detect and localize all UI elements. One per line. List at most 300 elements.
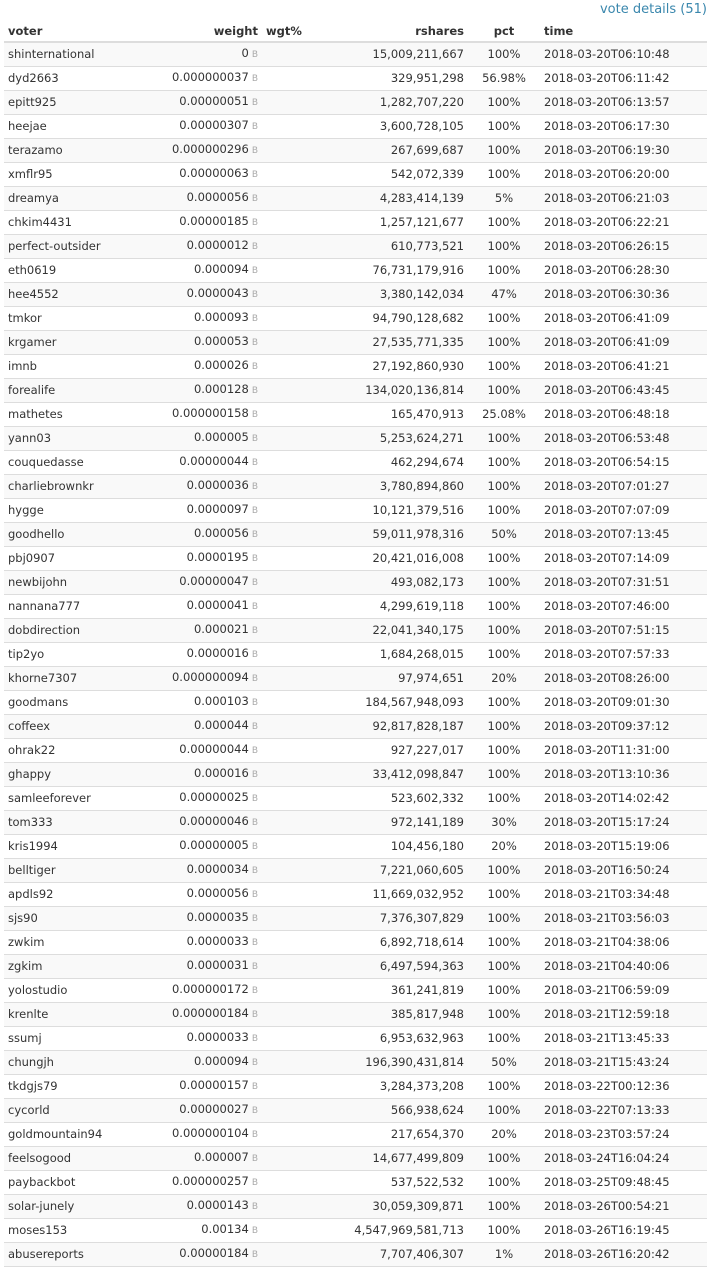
voter-cell[interactable]: ghappy [4, 763, 122, 787]
weight-cell [122, 955, 262, 979]
weight-cell [122, 571, 262, 595]
time-cell: 2018-03-20T06:43:45 [540, 379, 707, 403]
wgt-pct-cell [262, 1123, 318, 1147]
wgt-pct-cell [262, 403, 318, 427]
voter-cell[interactable]: hygge [4, 499, 122, 523]
weight-unit: B [251, 338, 258, 348]
time-cell: 2018-03-20T06:28:30 [540, 259, 707, 283]
weight-value: 0.0000034 [186, 862, 249, 876]
weight-unit: B [251, 1082, 258, 1092]
pct-cell: 100% [468, 91, 540, 115]
rshares-cell: 94,790,128,682 [318, 307, 468, 331]
pct-cell: 100% [468, 235, 540, 259]
time-cell: 2018-03-20T09:37:12 [540, 715, 707, 739]
weight-cell [122, 379, 262, 403]
wgt-pct-cell [262, 91, 318, 115]
weight-cell [122, 67, 262, 91]
voter-cell[interactable]: apdls92 [4, 883, 122, 907]
column-header-pct[interactable]: pct [468, 20, 540, 42]
pct-cell: 100% [468, 1099, 540, 1123]
rshares-cell: 6,953,632,963 [318, 1027, 468, 1051]
wgt-pct-cell [262, 42, 318, 67]
wgt-pct-cell [262, 331, 318, 355]
wgt-pct-cell [262, 715, 318, 739]
rshares-cell: 10,121,379,516 [318, 499, 468, 523]
voter-cell[interactable]: yann03 [4, 427, 122, 451]
voter-cell[interactable]: heejae [4, 115, 122, 139]
weight-unit: B [251, 842, 258, 852]
table-row [4, 475, 707, 499]
weight-unit: B [251, 626, 258, 636]
wgt-pct-cell [262, 619, 318, 643]
weight-cell [122, 931, 262, 955]
voter-cell[interactable]: paybackbot [4, 1171, 122, 1195]
time-cell: 2018-03-25T09:48:45 [540, 1171, 707, 1195]
rshares-cell: 3,600,728,105 [318, 115, 468, 139]
voter-cell[interactable]: chkim4431 [4, 211, 122, 235]
weight-value: 0.0000056 [186, 190, 249, 204]
voter-cell[interactable]: ssumj [4, 1027, 122, 1051]
wgt-pct-cell [262, 139, 318, 163]
weight-value: 0.000094 [193, 1054, 249, 1068]
weight-value: 0.0000056 [186, 886, 249, 900]
weight-cell [122, 763, 262, 787]
voter-cell[interactable]: yolostudio [4, 979, 122, 1003]
table-row [4, 619, 707, 643]
wgt-pct-cell [262, 811, 318, 835]
wgt-pct-cell [262, 1219, 318, 1243]
weight-cell [122, 1171, 262, 1195]
time-cell: 2018-03-20T09:01:30 [540, 691, 707, 715]
time-cell: 2018-03-20T06:41:09 [540, 331, 707, 355]
weight-value: 0.000005 [193, 430, 249, 444]
rshares-cell: 7,221,060,605 [318, 859, 468, 883]
table-row [4, 1123, 707, 1147]
vote-details-link[interactable]: vote details (51) [599, 2, 707, 17]
weight-cell [122, 1051, 262, 1075]
pct-cell: 20% [468, 835, 540, 859]
voter-cell[interactable]: goodmans [4, 691, 122, 715]
pct-cell: 50% [468, 523, 540, 547]
weight-cell [122, 691, 262, 715]
wgt-pct-cell [262, 211, 318, 235]
voter-cell[interactable]: abusereports [4, 1243, 122, 1267]
weight-unit: B [251, 98, 258, 108]
rshares-cell: 542,072,339 [318, 163, 468, 187]
table-row [4, 187, 707, 211]
column-header-wgt-pct[interactable]: wgt% [262, 20, 318, 42]
wgt-pct-cell [262, 427, 318, 451]
time-cell: 2018-03-21T15:43:24 [540, 1051, 707, 1075]
table-row [4, 859, 707, 883]
rshares-cell: 184,567,948,093 [318, 691, 468, 715]
weight-cell [122, 1027, 262, 1051]
weight-cell [122, 1123, 262, 1147]
pct-cell: 100% [468, 115, 540, 139]
pct-cell: 100% [468, 259, 540, 283]
weight-unit: B [251, 554, 258, 564]
weight-value: 0.000000104 [171, 1126, 249, 1140]
weight-cell [122, 211, 262, 235]
voter-cell[interactable]: shinternational [4, 42, 122, 67]
pct-cell: 100% [468, 379, 540, 403]
voter-cell[interactable]: ohrak22 [4, 739, 122, 763]
voter-cell[interactable]: belltiger [4, 859, 122, 883]
time-cell: 2018-03-20T11:31:00 [540, 739, 707, 763]
table-row [4, 283, 707, 307]
voter-cell[interactable]: hee4552 [4, 283, 122, 307]
pct-cell: 100% [468, 1003, 540, 1027]
time-cell: 2018-03-22T00:12:36 [540, 1075, 707, 1099]
time-cell: 2018-03-24T16:04:24 [540, 1147, 707, 1171]
rshares-cell: 11,669,032,952 [318, 883, 468, 907]
table-row [4, 139, 707, 163]
table-row [4, 787, 707, 811]
pct-cell: 100% [468, 1195, 540, 1219]
voter-cell[interactable]: krenlte [4, 1003, 122, 1027]
time-cell: 2018-03-20T16:50:24 [540, 859, 707, 883]
weight-unit: B [251, 794, 258, 804]
weight-value: 0.000093 [193, 310, 249, 324]
weight-cell [122, 595, 262, 619]
time-cell: 2018-03-20T06:21:03 [540, 187, 707, 211]
voter-cell[interactable]: perfect-outsider [4, 235, 122, 259]
wgt-pct-cell [262, 115, 318, 139]
time-cell: 2018-03-20T07:14:09 [540, 547, 707, 571]
voter-cell[interactable]: terazamo [4, 139, 122, 163]
weight-cell [122, 619, 262, 643]
voter-cell[interactable]: zgkim [4, 955, 122, 979]
weight-cell [122, 475, 262, 499]
wgt-pct-cell [262, 691, 318, 715]
rshares-cell: 385,817,948 [318, 1003, 468, 1027]
weight-cell [122, 259, 262, 283]
weight-value: 0.000026 [193, 358, 249, 372]
wgt-pct-cell [262, 499, 318, 523]
pct-cell: 100% [468, 691, 540, 715]
pct-cell: 56.98% [468, 67, 540, 91]
rshares-cell: 14,677,499,809 [318, 1147, 468, 1171]
voter-cell[interactable]: newbijohn [4, 571, 122, 595]
weight-cell [122, 523, 262, 547]
time-cell: 2018-03-20T15:19:06 [540, 835, 707, 859]
weight-value: 0.000103 [193, 694, 249, 708]
pct-cell: 100% [468, 547, 540, 571]
weight-unit: B [251, 722, 258, 732]
vote-table-body [4, 42, 707, 1267]
vote-table-header [4, 20, 707, 42]
rshares-cell: 92,817,828,187 [318, 715, 468, 739]
pct-cell: 100% [468, 427, 540, 451]
weight-cell [122, 283, 262, 307]
weight-unit: B [251, 770, 258, 780]
weight-value: 0.000000094 [171, 670, 249, 684]
time-cell: 2018-03-22T07:13:33 [540, 1099, 707, 1123]
voter-cell[interactable]: imnb [4, 355, 122, 379]
voter-cell[interactable]: charliebrownkr [4, 475, 122, 499]
table-row [4, 67, 707, 91]
column-header-rshares[interactable]: rshares [318, 20, 468, 42]
wgt-pct-cell [262, 379, 318, 403]
column-header-voter[interactable]: voter [4, 20, 122, 42]
rshares-cell: 361,241,819 [318, 979, 468, 1003]
voter-cell[interactable]: pbj0907 [4, 547, 122, 571]
wgt-pct-cell [262, 955, 318, 979]
rshares-cell: 33,412,098,847 [318, 763, 468, 787]
voter-cell[interactable]: goodhello [4, 523, 122, 547]
pct-cell: 100% [468, 499, 540, 523]
pct-cell: 1% [468, 1243, 540, 1267]
weight-cell [122, 979, 262, 1003]
weight-cell [122, 331, 262, 355]
time-cell: 2018-03-20T14:02:42 [540, 787, 707, 811]
table-row [4, 691, 707, 715]
rshares-cell: 104,456,180 [318, 835, 468, 859]
table-row [4, 91, 707, 115]
pct-cell: 100% [468, 307, 540, 331]
pct-cell: 50% [468, 1051, 540, 1075]
table-row [4, 259, 707, 283]
pct-cell: 100% [468, 42, 540, 67]
weight-cell [122, 427, 262, 451]
weight-cell [122, 91, 262, 115]
weight-cell [122, 139, 262, 163]
voter-cell[interactable]: tmkor [4, 307, 122, 331]
pct-cell: 100% [468, 763, 540, 787]
wgt-pct-cell [262, 1171, 318, 1195]
weight-value: 0.000094 [193, 262, 249, 276]
pct-cell: 100% [468, 331, 540, 355]
table-row [4, 715, 707, 739]
weight-unit: B [251, 122, 258, 132]
weight-unit: B [251, 1178, 258, 1188]
voter-cell[interactable]: tom333 [4, 811, 122, 835]
voter-cell[interactable]: dyd2663 [4, 67, 122, 91]
wgt-pct-cell [262, 859, 318, 883]
weight-cell [122, 499, 262, 523]
pct-cell: 100% [468, 907, 540, 931]
voter-cell[interactable]: sjs90 [4, 907, 122, 931]
time-cell: 2018-03-20T06:13:57 [540, 91, 707, 115]
voter-cell[interactable]: moses153 [4, 1219, 122, 1243]
voter-cell[interactable]: goldmountain94 [4, 1123, 122, 1147]
table-row [4, 1195, 707, 1219]
table-row [4, 1171, 707, 1195]
voter-cell[interactable]: tip2yo [4, 643, 122, 667]
voter-cell[interactable]: mathetes [4, 403, 122, 427]
weight-unit: B [251, 410, 258, 420]
weight-value: 0.0000033 [186, 934, 249, 948]
voter-cell[interactable]: samleeforever [4, 787, 122, 811]
table-row [4, 1243, 707, 1267]
time-cell: 2018-03-21T04:40:06 [540, 955, 707, 979]
weight-unit: B [251, 1058, 258, 1068]
voter-cell[interactable]: solar-junely [4, 1195, 122, 1219]
column-header-weight[interactable]: weight [122, 20, 262, 42]
rshares-cell: 537,522,532 [318, 1171, 468, 1195]
rshares-cell: 329,951,298 [318, 67, 468, 91]
voter-cell[interactable]: dobdirection [4, 619, 122, 643]
weight-cell [122, 787, 262, 811]
rshares-cell: 523,602,332 [318, 787, 468, 811]
rshares-cell: 59,011,978,316 [318, 523, 468, 547]
rshares-cell: 134,020,136,814 [318, 379, 468, 403]
voter-cell[interactable]: xmflr95 [4, 163, 122, 187]
table-row [4, 211, 707, 235]
rshares-cell: 972,141,189 [318, 811, 468, 835]
weight-unit: B [251, 242, 258, 252]
weight-unit: B [251, 1202, 258, 1212]
table-row [4, 1099, 707, 1123]
weight-cell [122, 835, 262, 859]
pct-cell: 100% [468, 619, 540, 643]
wgt-pct-cell [262, 643, 318, 667]
weight-unit: B [251, 1106, 258, 1116]
time-cell: 2018-03-26T00:54:21 [540, 1195, 707, 1219]
wgt-pct-cell [262, 595, 318, 619]
weight-unit: B [251, 866, 258, 876]
voter-cell[interactable]: coffeex [4, 715, 122, 739]
wgt-pct-cell [262, 451, 318, 475]
weight-value: 0.0000035 [186, 910, 249, 924]
wgt-pct-cell [262, 1027, 318, 1051]
weight-value: 0.0000031 [186, 958, 249, 972]
weight-value: 0.00134 [201, 1222, 249, 1236]
weight-cell [122, 187, 262, 211]
pct-cell: 25.08% [468, 403, 540, 427]
table-row [4, 907, 707, 931]
rshares-cell: 76,731,179,916 [318, 259, 468, 283]
table-row [4, 403, 707, 427]
weight-cell [122, 859, 262, 883]
weight-value: 0.000000037 [171, 70, 249, 84]
weight-value: 0.000021 [193, 622, 249, 636]
voter-cell[interactable]: eth0619 [4, 259, 122, 283]
voter-cell[interactable]: khorne7307 [4, 667, 122, 691]
weight-unit: B [251, 386, 258, 396]
voter-cell[interactable]: krgamer [4, 331, 122, 355]
voter-cell[interactable]: forealife [4, 379, 122, 403]
wgt-pct-cell [262, 235, 318, 259]
weight-value: 0.00000044 [179, 742, 249, 756]
weight-cell [122, 643, 262, 667]
time-cell: 2018-03-20T07:46:00 [540, 595, 707, 619]
weight-unit: B [251, 506, 258, 516]
weight-unit: B [251, 698, 258, 708]
wgt-pct-cell [262, 1051, 318, 1075]
table-row [4, 931, 707, 955]
time-cell: 2018-03-21T12:59:18 [540, 1003, 707, 1027]
table-row [4, 42, 707, 67]
weight-value: 0.000053 [193, 334, 249, 348]
voter-cell[interactable]: kris1994 [4, 835, 122, 859]
table-row [4, 1075, 707, 1099]
wgt-pct-cell [262, 187, 318, 211]
table-row [4, 427, 707, 451]
wgt-pct-cell [262, 475, 318, 499]
wgt-pct-cell [262, 667, 318, 691]
table-row [4, 595, 707, 619]
wgt-pct-cell [262, 523, 318, 547]
rshares-cell: 20,421,016,008 [318, 547, 468, 571]
rshares-cell: 493,082,173 [318, 571, 468, 595]
rshares-cell: 27,192,860,930 [318, 355, 468, 379]
pct-cell: 20% [468, 1123, 540, 1147]
weight-unit: B [251, 362, 258, 372]
pct-cell: 100% [468, 475, 540, 499]
voter-cell[interactable]: chungjh [4, 1051, 122, 1075]
weight-value: 0.00000307 [179, 118, 249, 132]
pct-cell: 100% [468, 859, 540, 883]
time-cell: 2018-03-20T06:20:00 [540, 163, 707, 187]
weight-unit: B [251, 578, 258, 588]
time-cell: 2018-03-20T06:54:15 [540, 451, 707, 475]
pct-cell: 100% [468, 163, 540, 187]
weight-unit: B [251, 146, 258, 156]
wgt-pct-cell [262, 1099, 318, 1123]
voter-cell[interactable]: epitt925 [4, 91, 122, 115]
table-row [4, 1051, 707, 1075]
pct-cell: 100% [468, 931, 540, 955]
weight-value: 0.0000041 [186, 598, 249, 612]
table-row [4, 307, 707, 331]
weight-value: 0.000044 [193, 718, 249, 732]
weight-unit: B [251, 674, 258, 684]
weight-cell [122, 1147, 262, 1171]
weight-value: 0.00000027 [179, 1102, 249, 1116]
voter-cell[interactable]: nannana777 [4, 595, 122, 619]
weight-unit: B [251, 1034, 258, 1044]
wgt-pct-cell [262, 1195, 318, 1219]
table-row [4, 835, 707, 859]
table-row [4, 1219, 707, 1243]
table-row [4, 355, 707, 379]
weight-value: 0.00000005 [179, 838, 249, 852]
voter-cell[interactable]: feelsogood [4, 1147, 122, 1171]
weight-value: 0.0000033 [186, 1030, 249, 1044]
pct-cell: 30% [468, 811, 540, 835]
weight-unit: B [251, 434, 258, 444]
table-row [4, 883, 707, 907]
pct-cell: 100% [468, 571, 540, 595]
wgt-pct-cell [262, 835, 318, 859]
rshares-cell: 4,299,619,118 [318, 595, 468, 619]
rshares-cell: 22,041,340,175 [318, 619, 468, 643]
table-row [4, 163, 707, 187]
table-row [4, 451, 707, 475]
voter-cell[interactable]: couquedasse [4, 451, 122, 475]
time-cell: 2018-03-21T03:56:03 [540, 907, 707, 931]
time-cell: 2018-03-20T06:41:09 [540, 307, 707, 331]
pct-cell: 5% [468, 187, 540, 211]
rshares-cell: 165,470,913 [318, 403, 468, 427]
voter-cell[interactable]: dreamya [4, 187, 122, 211]
rshares-cell: 3,284,373,208 [318, 1075, 468, 1099]
time-cell: 2018-03-21T04:38:06 [540, 931, 707, 955]
weight-unit: B [251, 482, 258, 492]
weight-cell [122, 355, 262, 379]
column-header-time[interactable]: time [540, 20, 707, 42]
pct-cell: 47% [468, 283, 540, 307]
rshares-cell: 97,974,651 [318, 667, 468, 691]
voter-cell[interactable]: zwkim [4, 931, 122, 955]
voter-cell[interactable]: tkdgjs79 [4, 1075, 122, 1099]
wgt-pct-cell [262, 307, 318, 331]
weight-unit: B [251, 170, 258, 180]
voter-cell[interactable]: cycorld [4, 1099, 122, 1123]
table-row [4, 1027, 707, 1051]
rshares-cell: 4,283,414,139 [318, 187, 468, 211]
